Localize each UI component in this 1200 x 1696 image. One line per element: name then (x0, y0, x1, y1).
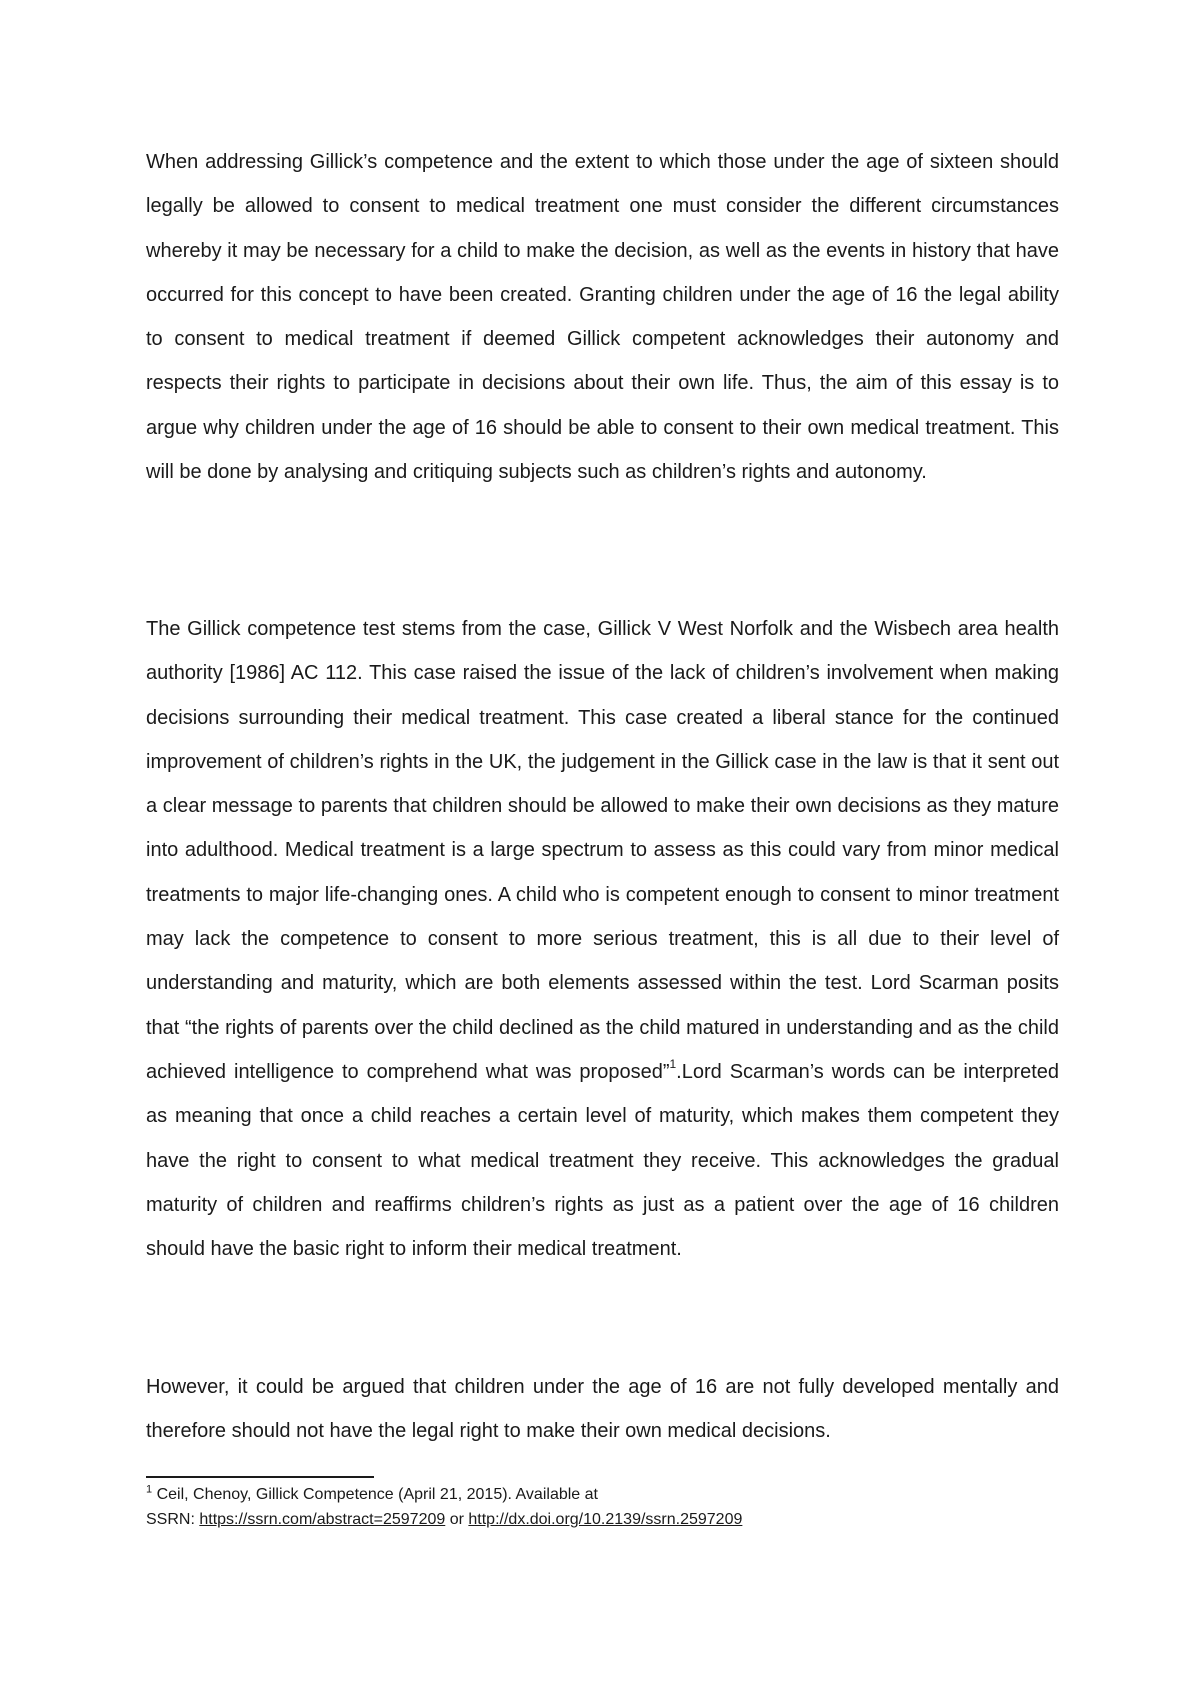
paragraph-gillick-test (146, 607, 1059, 1271)
footnote-citation: Ceil, Chenoy, Gillick Competence (April 21, 2015). Available at (152, 1486, 598, 1503)
footnote-doi-link[interactable]: http://dx.doi.org/10.2139/ssrn.2597209 (468, 1511, 743, 1528)
paragraph-gillick-test-continued: .Lord Scarman’s words can be interpreted as meaning that once a child reaches a certain level of maturity, which makes them competent they have the right to consent to what medical treatment they receive. This acknowledges the gradual maturity of children and reaffirms children’s rights as just as a patient over the age of 16 children should have the basic right to inform their medical treatment. (146, 1060, 1060, 1261)
footnote-connector: or (445, 1511, 469, 1528)
footnote-separator (146, 1476, 374, 1478)
footnote-number: 1 (146, 1483, 153, 1496)
footnote-reference-mark[interactable]: 1 (669, 1057, 677, 1072)
footnote-ssrn-label: SSRN: (146, 1511, 200, 1528)
paragraph-counterargument: However, it could be argued that children under the age of 16 are not fully developed mentally and therefore should not have the legal right to make their own medical decisions. (146, 1376, 1059, 1443)
footnote (146, 1482, 1059, 1532)
footnote-ssrn-link[interactable]: https://ssrn.com/abstract=2597209 (199, 1511, 446, 1528)
paragraph-gillick-test-text: The Gillick competence test stems from the case, Gillick V West Norfolk and the Wisbech area health authority [1986] AC 112. This case raised the issue of the lack of children’s involvement when making decisions surrounding their medical treatment. This case created a liberal stance for the continued improvement of children’s rights in the UK, the judgement in the Gillick case in the law is that it sent out a clear message to parents that children should be allowed to make their own decisions as they mature into adulthood. Medical treatment is a large spectrum to assess as this could vary from minor medical treatments to major life-changing ones. A child who is competent enough to consent to minor treatment may lack the competence to consent to more serious treatment, this is all due to their level of understanding and maturity, which are both elements assessed within the test. Lord Scarman posits that “the rights of parents over the child declined as the child matured in understanding and as the child achieved intelligence to comprehend what was proposed” (146, 618, 1059, 1083)
paragraph-intro: When addressing Gillick’s competence and the extent to which those under the age of sixteen should legally be allowed to consent to medical treatment one must consider the different circumstances whereby it may be necessary for a child to make the decision, as well as the events in history that have occurred for this concept to have been created. Granting children under the age of 16 the legal ability to consent to medical treatment if deemed Gillick competent acknowledges their autonomy and respects their rights to participate in decisions about their own life. Thus, the aim of this essay is to argue why children under the age of 16 should be able to consent to their own medical treatment. This will be done by analysing and critiquing subjects such as children’s rights and autonomy. (146, 151, 1059, 484)
